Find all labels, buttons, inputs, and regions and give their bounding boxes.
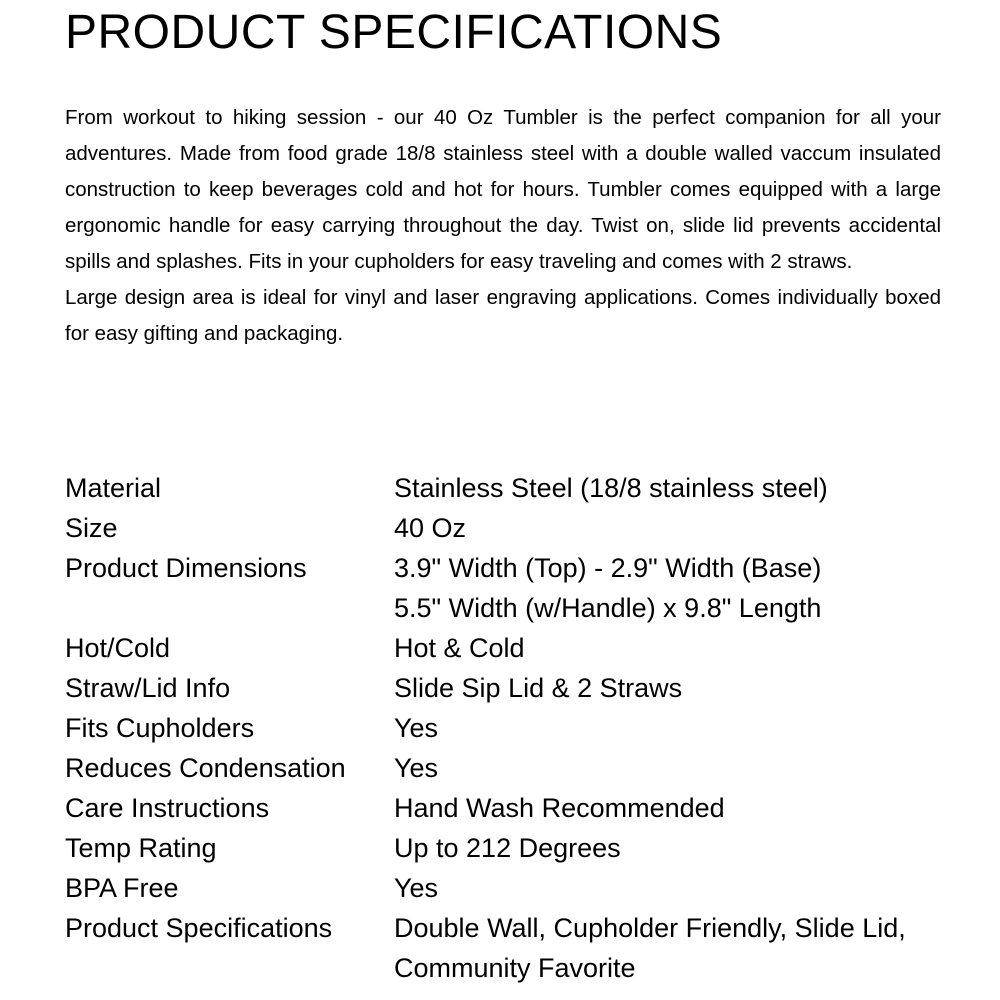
spec-row-bpa bbox=[65, 868, 985, 908]
spec-label: Material bbox=[65, 473, 162, 503]
spec-value-line: 5.5" Width (w/Handle) x 9.8" Length bbox=[394, 593, 822, 623]
spec-row-material bbox=[65, 468, 985, 508]
spec-value bbox=[394, 548, 985, 628]
spec-value: 40 Oz bbox=[394, 513, 467, 543]
spec-row-product-specifications bbox=[65, 908, 985, 988]
spec-value bbox=[394, 908, 985, 988]
spec-row-cupholders bbox=[65, 708, 985, 748]
spec-value: Yes bbox=[394, 713, 439, 743]
spec-value: Hand Wash Recommended bbox=[394, 793, 725, 823]
spec-label: Straw/Lid Info bbox=[65, 673, 231, 703]
spec-value-line: Double Wall, Cupholder Friendly, Slide Lid, bbox=[394, 913, 906, 943]
spec-label: Product Dimensions bbox=[65, 553, 307, 583]
spec-value: Yes bbox=[394, 753, 439, 783]
spec-label: Product Specifications bbox=[65, 913, 333, 943]
page-title: PRODUCT SPECIFICATIONS bbox=[65, 6, 723, 59]
spec-value-line: 3.9" Width (Top) - 2.9" Width (Base) bbox=[394, 553, 822, 583]
description-paragraph-2: Large design area is ideal for vinyl and laser engraving applications. Comes individually boxed for easy gifting and packaging. bbox=[65, 286, 941, 345]
spec-label: Hot/Cold bbox=[65, 633, 171, 663]
spec-value: Hot & Cold bbox=[394, 633, 525, 663]
spec-label: Size bbox=[65, 513, 118, 543]
spec-label: Fits Cupholders bbox=[65, 713, 255, 743]
spec-row-care bbox=[65, 788, 985, 828]
spec-row-temp bbox=[65, 828, 985, 868]
spec-label: Reduces Condensation bbox=[65, 753, 346, 783]
spec-label: BPA Free bbox=[65, 873, 179, 903]
spec-value: Yes bbox=[394, 873, 439, 903]
spec-value: Up to 212 Degrees bbox=[394, 833, 621, 863]
description-paragraph-1: From workout to hiking session - our 40 Oz Tumbler is the perfect companion for all your adventures. Made from food grade 18/8 stainless steel with a double walled vaccum insulated construction to keep beverages cold and hot for hours. Tumbler comes equipped with a large ergonomic handle for easy carrying throughout the day. Twist on, slide lid prevents accidental spills and splashes. Fits in your cupholders for easy traveling and comes with 2 straws. bbox=[65, 106, 941, 273]
spec-row-dimensions bbox=[65, 548, 985, 628]
spec-row-straw-lid bbox=[65, 668, 985, 708]
spec-row-condensation bbox=[65, 748, 985, 788]
specifications-table bbox=[65, 468, 985, 988]
spec-value-line: Community Favorite bbox=[394, 953, 636, 983]
spec-label: Temp Rating bbox=[65, 833, 217, 863]
spec-value: Stainless Steel (18/8 stainless steel) bbox=[394, 473, 828, 503]
spec-row-hot-cold bbox=[65, 628, 985, 668]
spec-value: Slide Sip Lid & 2 Straws bbox=[394, 673, 683, 703]
spec-row-size bbox=[65, 508, 985, 548]
spec-label: Care Instructions bbox=[65, 793, 270, 823]
product-description bbox=[65, 100, 941, 352]
